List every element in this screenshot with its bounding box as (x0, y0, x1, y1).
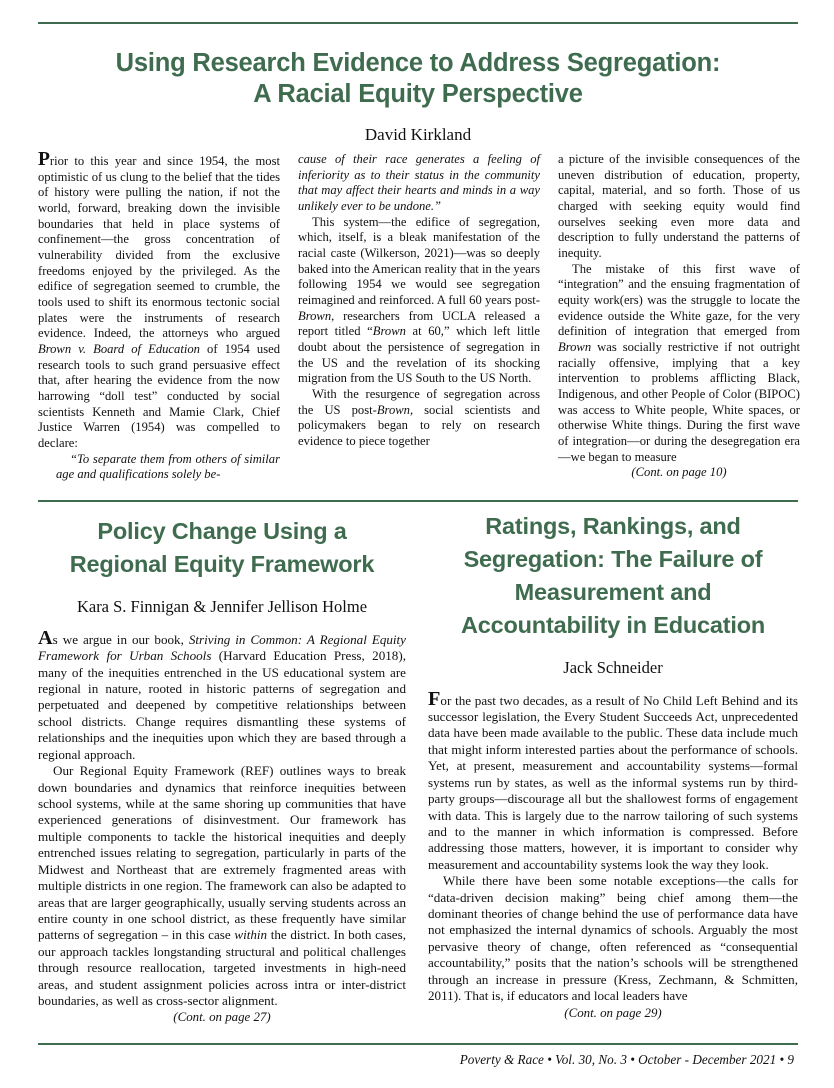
paragraph (558, 262, 800, 466)
citation-title: Brown (558, 340, 592, 355)
paragraph-text-2: , social scientists and policymakers began to rely on research evidence to piece together (298, 402, 541, 449)
left-article (38, 515, 406, 1026)
paragraph-text-3: at 60,” which left little doubt about the persistence of segregation in the US and the revelation of its shocking migration from the US South to the US North. (298, 324, 540, 386)
main-article-title (38, 48, 798, 110)
paragraph (38, 149, 280, 452)
paragraph (298, 215, 540, 387)
left-article-title-line2: Regional Equity Framework (69, 550, 375, 577)
emphasis-word: within (234, 927, 268, 943)
paragraph (38, 763, 406, 1009)
right-article-byline: Jack Schneider (563, 657, 663, 677)
block-quote-text-2: cause of their race generates a feeling of inferiority as to their status in the community that may affect their hearts and minds in a way unlikely ever to be undone.” (298, 152, 540, 214)
paragraph-text: or the past two decades, as a result of No Child Left Behind and its successor legislation, the Every Student Succeeds Act, unprecedented data have been made available to the public. These data include much that might inform interested parties about the performance of schools. Yet, at present, measurement and accountability systems—formal systems run by states, as well as the informal systems run by third-party groups—discourage all but the shallowest forms of engagement with data. This is largely due to the narrow tailoring of such systems and to the manner in which information is compressed. Before addressing those matters, however, it is important to consider why measurement and accountability systems look the way they look. (428, 692, 798, 872)
right-article-body (428, 687, 798, 1021)
continued-on-page-note: (Cont. on page 10) (631, 465, 727, 480)
paragraph-text: This system—the edifice of segregation, which, itself, is a bleak manifestation of the racial caste (Wilkerson, 2021)—was so deeply baked into the American reality that in the years following 1954 we would see segregation reimagined and reinforced. A full 60 years post- (298, 214, 540, 308)
citation-title: Brown (376, 402, 410, 417)
citation-title: Brown v. Board of Education (38, 342, 200, 357)
bottom-divider-rule (38, 1043, 798, 1045)
block-quote-text: “To separate them from others of similar age and qualifications solely be- (56, 451, 280, 482)
paragraph-text-2: was socially restrictive if not outright racially offensive, implying that a key intervention to problems afflicting Black, Indigenous, and other People of Color (BIPOC) was access to White people, White spaces, or otherwise White things. During the first wave of integration—or during the desegregation era—we began to measure (558, 340, 800, 464)
paragraph-text: With the resurgence of segregation across the US post- (298, 387, 540, 417)
left-article-title (38, 515, 406, 581)
main-article-byline: David Kirkland (364, 125, 472, 144)
right-article (428, 510, 798, 1021)
paragraph: While there have been some notable exceptions—the calls for “data-driven decision making” being chief among them—the dominant theories of change behind the use of performance data have not emphasized the internal dynamics of schools. Arguably the most pervasive theory of change, often referenced as “consequential accountability,” posits that the nation’s schools will be strengthened through an increase in pressure (Kress, Zechmann, & Schmitten, 2011). That is, if educators and local leaders have (428, 873, 798, 1004)
main-article-title-line1: Using Research Evidence to Address Segregation: (115, 49, 721, 77)
main-article-column-2 (298, 152, 540, 484)
left-article-body (38, 626, 406, 1026)
paragraph (38, 626, 406, 763)
paragraph-text: rior to this year and since 1954, the most optimistic of us clung to the belief that the tides of history were pulling the nation, if not the world, forward, breaking down the invisible boundaries that held in place systems of confinement—the gross concentration of vulnerability divided from the exclusive freedoms enjoyed by the privileged. As the edifice of segregation seemed to crumble, the tools used to shift its enormous tectonic social plates were the instruments of research evidence. Indeed, the attorneys who argued (38, 154, 280, 341)
right-article-title-line3: Measurement and (514, 578, 712, 605)
paragraph-text-tail: of 1954 used research tools to such grand persuasive effect that, after hearing the evidence from the now harrowing “doll test” conducted by social scientists Kenneth and Mamie Clark, Chief Justice Warren (1954) was compelled to declare: (38, 342, 280, 451)
paragraph (428, 687, 798, 874)
block-quote-start (38, 452, 280, 483)
page-footer: Poverty & Race • Vol. 30, No. 3 • October - December 2021 • 9 (459, 1052, 794, 1067)
drop-cap: P (38, 149, 50, 170)
right-article-title-line2: Segregation: The Failure of (463, 545, 763, 572)
main-article-column-1 (38, 149, 280, 484)
paragraph (298, 387, 540, 450)
paragraph-text: s we argue in our book, (52, 631, 189, 647)
main-article-body (38, 149, 800, 484)
book-title: Striving in Common: A Regional Equity Framework for Urban Schools (38, 631, 406, 664)
main-article-title-line2: A Racial Equity Perspective (253, 80, 583, 109)
right-article-title-line1: Ratings, Rankings, and (485, 513, 741, 539)
paragraph-text-2: the district. In both cases, our approach tackles longstanding structural and political challenges through resource reallocation, targeted investments in high-need areas, and student assignment policies across intra or inter-district boundaries, as well as cross-sector alignment. (38, 927, 406, 1009)
right-article-title (428, 510, 798, 642)
continued-on-page-note: (Cont. on page 27) (173, 1010, 271, 1025)
drop-cap: F (428, 687, 441, 710)
block-quote-continuation (298, 152, 540, 215)
continued-on-page-note: (Cont. on page 29) (564, 1005, 662, 1020)
paragraph-text-2: , researchers from UCLA released a report titled “ (298, 308, 540, 339)
right-article-title-line4: Accountability in Education (460, 611, 766, 638)
drop-cap: A (38, 626, 53, 649)
middle-divider-rule (38, 500, 798, 502)
paragraph-text: Our Regional Equity Framework (REF) outlines ways to break down boundaries and dynamics that reinforce inequities between school systems, while at the same shoring up communities that have experienced generations of disinvestment. Our framework has multiple components to tackle the historical inequities and deeply entrenched issues relating to segregation, particularly in parts of the Midwest and Northeast that are extremely fragmented areas with multiple districts in one region. The framework can also be adapted to areas that are larger geographically, usually serving students across an entire county in one school district, as these frequently have similar patterns of segregation – in this case (38, 763, 406, 943)
citation-title-2: Brown (372, 324, 406, 339)
paragraph: a picture of the invisible consequences of the uneven distribution of education, property, capital, material, and so forth. Those of us charged with seeking equity would find ourselves seeking even more data and description to fully understand the patterns of inequity. (558, 152, 800, 261)
top-divider-rule (38, 22, 798, 24)
paragraph-text: The mistake of this first wave of “integration” and the ensuing fragmentation of equity work(ers) was the struggle to locate the evidence outside the White gaze, for the very definition of integration that emerged from (558, 261, 800, 339)
paragraph-text-2: (Harvard Education Press, 2018), many of the inequities entrenched in the US educational system are regional in nature, rooted in historic patterns of segregation and perpetuated and deepened by competitive relationships between school districts. Change requires dismantling these systems of relationships and the inequities upon which they are based through a regional approach. (38, 648, 406, 762)
left-article-title-line1: Policy Change Using a (97, 518, 347, 544)
citation-title: Brown (298, 308, 332, 323)
left-article-byline: Kara S. Finnigan & Jennifer Jellison Holme (76, 596, 368, 616)
main-article-column-3 (558, 152, 800, 484)
